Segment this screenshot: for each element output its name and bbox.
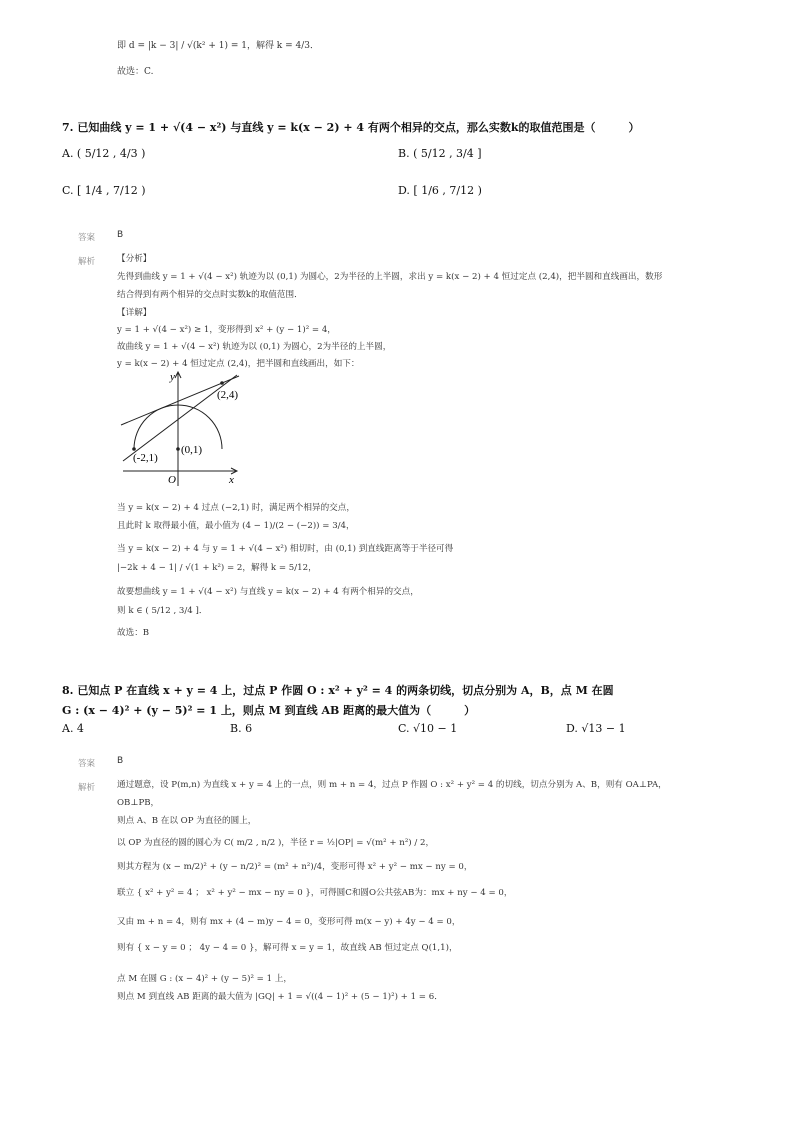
left-point-label: (-2,1) bbox=[133, 452, 158, 464]
q7-stem: 7. 已知曲线 y = 1 + √(4 − x²) 与直线 y = k(x − 2) + 4 有两个相异的交点，那么实数k的取值范围是（ ） bbox=[62, 121, 640, 134]
x-axis-label: x bbox=[229, 474, 234, 486]
q7-solution-line: 故曲线 y = 1 + √(4 − x²) 轨迹为以 (0,1) 为圆心，2为半径的上半圆， bbox=[117, 342, 392, 352]
q7-solution-line: |−2k + 4 − 1| / √(1 + k²) = 2，解得 k = 5/12， bbox=[117, 563, 317, 573]
fixed-point-label: (2,4) bbox=[217, 389, 239, 401]
q7-option-b: B. ( 5/12 , 3/4 ] bbox=[398, 147, 482, 160]
center-point-label: (0,1) bbox=[181, 444, 203, 456]
q7-solution-line: 结合得到有两个相异的交点时实数k的取值范围． bbox=[117, 290, 303, 300]
q7-option-a: A. ( 5/12 , 4/3 ) bbox=[62, 147, 146, 160]
q7-answer-label: 答案 bbox=[78, 233, 96, 243]
secant-line bbox=[123, 375, 237, 461]
q8-solution-line: 则其方程为 (x − m/2)² + (y − n/2)² = (m² + n²)/4，变形可得 x² + y² − mx − ny = 0， bbox=[117, 862, 473, 872]
left-point bbox=[132, 447, 136, 451]
q8-stem-line2: G : (x − 4)² + (y − 5)² = 1 上，则点 M 到直线 AB 距离的最大值为（ ） bbox=[62, 704, 476, 717]
q8-solution-line: 通过题意，设 P(m,n) 为直线 x + y = 4 上的一点，则 m + n = 4，过点 P 作圆 O : x² + y² = 4 的切线，切点分别为 A、B，则有 OA⊥PA， bbox=[117, 780, 667, 790]
q8-option-a: A. 4 bbox=[62, 722, 84, 735]
q8-answer: B bbox=[117, 756, 124, 766]
q8-option-d: D. √13 − 1 bbox=[566, 722, 626, 735]
q7-solution-line: 【详解】 bbox=[117, 308, 152, 318]
q7-solution-line: y = k(x − 2) + 4 恒过定点 (2,4)，把半圆和直线画出，如下： bbox=[117, 359, 360, 369]
q7-solution-line: 【分析】 bbox=[117, 254, 152, 264]
q7-solution-line: 故要想曲线 y = 1 + √(4 − x²) 与直线 y = k(x − 2) + 4 有两个相异的交点， bbox=[117, 587, 419, 597]
q7-analysis-label: 解析 bbox=[78, 257, 96, 267]
q7-solution-line: y = 1 + √(4 − x²) ≥ 1，变形得到 x² + (y − 1)² = 4， bbox=[117, 325, 336, 335]
q8-solution-line: 则点 M 到直线 AB 距离的最大值为 |GQ| + 1 = √((4 − 1)² + (5 − 1)²) + 1 = 6． bbox=[117, 992, 443, 1002]
origin-label: O bbox=[168, 474, 176, 486]
q8-solution-line: 又由 m + n = 4，则有 mx + (4 − m)y − 4 = 0，变形可得 m(x − y) + 4y − 4 = 0， bbox=[117, 917, 461, 927]
q7-graph-figure bbox=[117, 368, 247, 490]
q8-option-c: C. √10 − 1 bbox=[398, 722, 458, 735]
q8-solution-line: OB⊥PB， bbox=[117, 798, 160, 808]
q7-option-c: C. [ 1/4 , 7/12 ) bbox=[62, 184, 146, 197]
q8-stem-line1: 8. 已知点 P 在直线 x + y = 4 上，过点 P 作圆 O : x² + y² = 4 的两条切线，切点分别为 A，B，点 M 在圆 bbox=[62, 684, 614, 697]
y-axis-label: y bbox=[170, 371, 175, 383]
q8-solution-line: 点 M 在圆 G : (x − 4)² + (y − 5)² = 1 上， bbox=[117, 974, 292, 984]
q8-solution-line: 则点 A、B 在以 OP 为直径的圆上， bbox=[117, 816, 257, 826]
q7-solution-line: 且此时 k 取得最小值，最小值为 (4 − 1)/(2 − (−2)) = 3/4， bbox=[117, 521, 355, 531]
fixed-point bbox=[220, 381, 224, 385]
q7-answer: B bbox=[117, 230, 124, 240]
q7-solution-line: 则 k ∈ ( 5/12 , 3/4 ]． bbox=[117, 606, 208, 616]
q7-solution-line: 当 y = k(x − 2) + 4 过点 (−2,1) 时，满足两个相异的交点， bbox=[117, 503, 355, 513]
q7-option-d: D. [ 1/6 , 7/12 ) bbox=[398, 184, 482, 197]
q7-solution-line: 当 y = k(x − 2) + 4 与 y = 1 + √(4 − x²) 相切时，由 (0,1) 到直线距离等于半径可得 bbox=[117, 544, 454, 554]
q8-option-b: B. 6 bbox=[230, 722, 253, 735]
center-point bbox=[176, 447, 180, 451]
prev-solution-line: 即 d = |k − 3| / √(k² + 1) = 1，解得 k = 4/3． bbox=[117, 41, 320, 51]
q8-analysis-label: 解析 bbox=[78, 783, 96, 793]
q8-solution-line: 联立 { x² + y² = 4 ； x² + y² − mx − ny = 0 }，可得圆C和圆O公共弦AB为：mx + ny − 4 = 0， bbox=[117, 888, 513, 898]
q8-solution-line: 则有 { x − y = 0 ； 4y − 4 = 0 }，解可得 x = y = 1，故直线 AB 恒过定点 Q(1,1)， bbox=[117, 943, 458, 953]
q7-solution-line: 故选：B bbox=[117, 628, 150, 638]
prev-solution-choice: 故选：C. bbox=[117, 67, 154, 77]
q8-answer-label: 答案 bbox=[78, 759, 96, 769]
q8-solution-line: 以 OP 为直径的圆的圆心为 C( m/2 , n/2 )，半径 r = ½|OP| = √(m² + n²) / 2， bbox=[117, 838, 435, 848]
q7-solution-line: 先得到曲线 y = 1 + √(4 − x²) 轨迹为以 (0,1) 为圆心，2为半径的上半圆，求出 y = k(x − 2) + 4 恒过定点 (2,4)，把半圆和直线画出，数形 bbox=[117, 272, 663, 282]
